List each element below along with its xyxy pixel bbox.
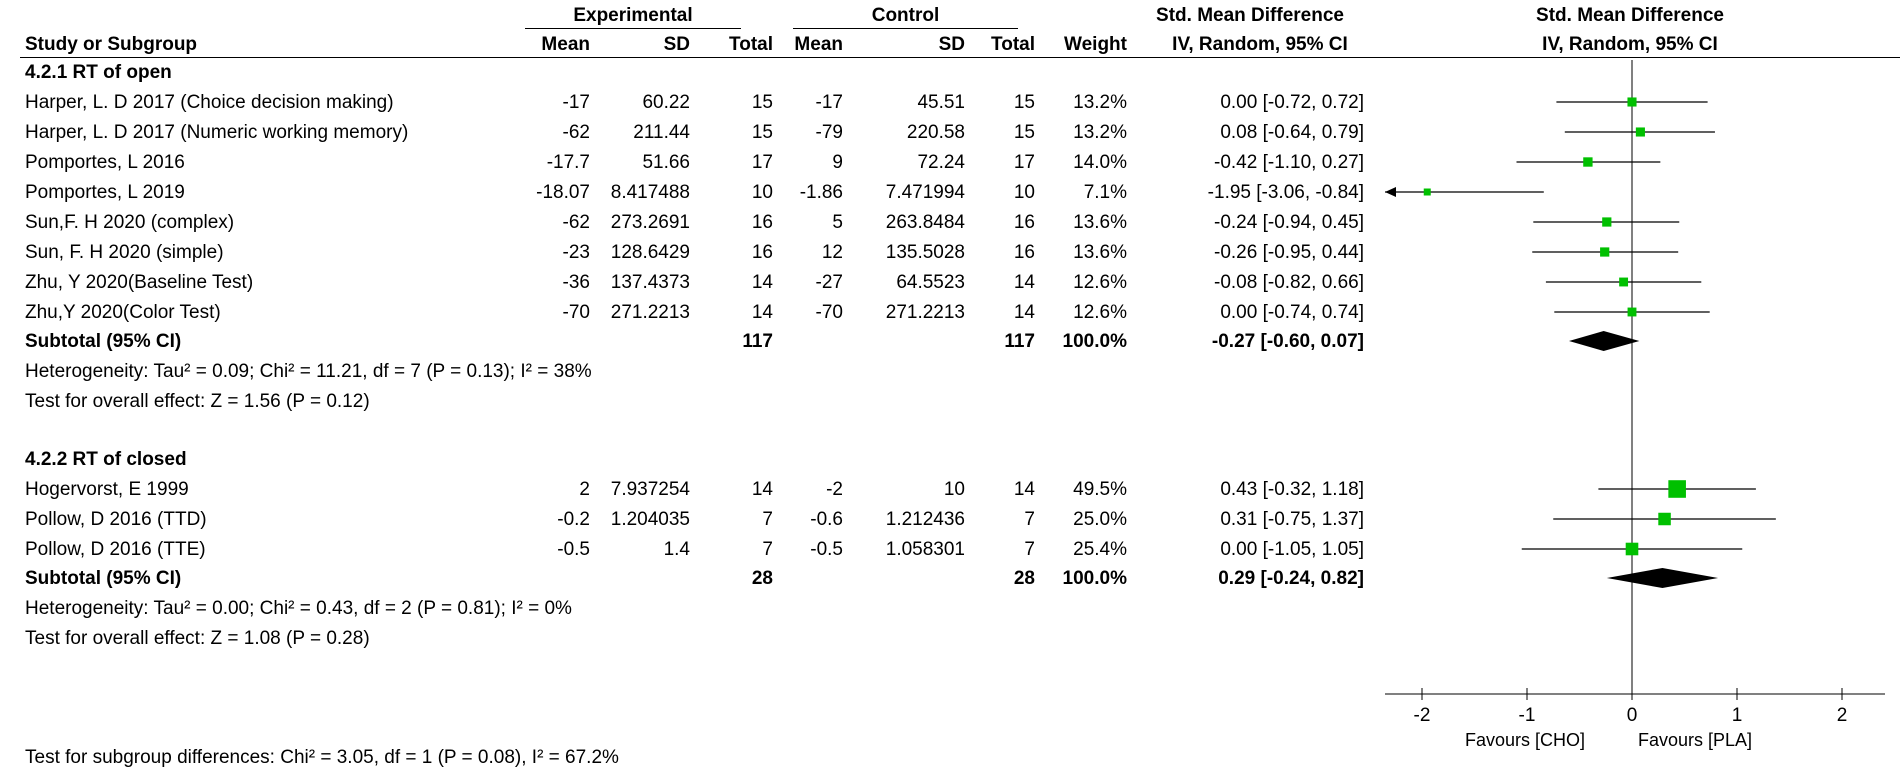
mean-control: -79 [815, 122, 843, 143]
mean-experimental: -23 [562, 242, 590, 263]
mean-control: -0.6 [810, 509, 843, 530]
study-name: Pollow, D 2016 (TTE) [25, 539, 206, 560]
total-experimental: 17 [751, 152, 773, 173]
header-weight: Weight [1064, 34, 1127, 55]
mean-control: -17 [815, 92, 843, 113]
subtotal-total-c: 117 [1004, 331, 1035, 352]
total-control: 17 [1013, 152, 1035, 173]
mean-experimental: -18.07 [536, 182, 590, 203]
total-experimental: 14 [751, 272, 773, 293]
sd-control: 7.471994 [885, 182, 965, 203]
header-experimental: Experimental [573, 5, 693, 26]
weight-value: 13.2% [1073, 92, 1127, 113]
header-total-c: Total [991, 34, 1035, 55]
weight-value: 12.6% [1073, 302, 1127, 323]
total-control: 7 [1024, 539, 1035, 560]
heterogeneity-text: Heterogeneity: Tau² = 0.00; Chi² = 0.43, df = 2 (P = 0.81); I² = 0% [25, 598, 572, 619]
total-experimental: 7 [762, 539, 773, 560]
mean-experimental: -62 [562, 212, 590, 233]
group-title: 4.2.2 RT of closed [25, 449, 187, 470]
total-experimental: 7 [762, 509, 773, 530]
sd-experimental: 273.2691 [610, 212, 690, 233]
ci-left-arrow [1385, 187, 1396, 197]
study-name: Pollow, D 2016 (TTD) [25, 509, 207, 530]
effect-marker [1600, 247, 1609, 256]
effect-marker [1628, 308, 1637, 317]
sd-control: 45.51 [917, 92, 965, 113]
total-control: 14 [1013, 272, 1035, 293]
mean-experimental: -17.7 [546, 152, 590, 173]
weight-value: 25.0% [1073, 509, 1127, 530]
overall-effect-text: Test for overall effect: Z = 1.56 (P = 0.12) [25, 391, 370, 412]
effect-marker [1424, 189, 1431, 196]
header-total-e: Total [729, 34, 773, 55]
study-name: Zhu, Y 2020(Baseline Test) [25, 272, 254, 293]
study-name: Hogervorst, E 1999 [25, 479, 189, 500]
subtotal-ci: -0.27 [-0.60, 0.07] [1211, 331, 1364, 352]
mean-experimental: -17 [562, 92, 590, 113]
total-experimental: 15 [751, 92, 773, 113]
effect-marker [1602, 217, 1611, 226]
smd-ci-value: 0.00 [-0.72, 0.72] [1220, 92, 1364, 113]
sd-experimental: 60.22 [642, 92, 690, 113]
mean-control: -0.5 [810, 539, 843, 560]
sd-control: 271.2213 [885, 302, 965, 323]
effect-marker [1627, 97, 1636, 106]
mean-experimental: -62 [562, 122, 590, 143]
sd-experimental: 51.66 [642, 152, 690, 173]
header-smd-plot: Std. Mean Difference [1536, 5, 1724, 26]
mean-control: -70 [815, 302, 843, 323]
smd-ci-value: -0.24 [-0.94, 0.45] [1214, 212, 1364, 233]
subtotal-total-c: 28 [1013, 568, 1035, 589]
header-sd-c: SD [938, 34, 965, 55]
header-smd-table: Std. Mean Difference [1156, 5, 1344, 26]
weight-value: 7.1% [1083, 182, 1127, 203]
subtotal-label: Subtotal (95% CI) [25, 331, 182, 352]
sd-control: 1.212436 [885, 509, 965, 530]
sd-experimental: 1.204035 [610, 509, 690, 530]
total-control: 15 [1013, 92, 1035, 113]
header-mean-e: Mean [541, 34, 590, 55]
smd-ci-value: 0.00 [-1.05, 1.05] [1220, 539, 1364, 560]
smd-ci-value: -0.26 [-0.95, 0.44] [1214, 242, 1364, 263]
weight-value: 49.5% [1073, 479, 1127, 500]
study-name: Pomportes, L 2016 [25, 152, 185, 173]
study-name: Zhu,Y 2020(Color Test) [25, 302, 221, 323]
sd-control: 72.24 [917, 152, 965, 173]
smd-ci-value: 0.08 [-0.64, 0.79] [1220, 122, 1364, 143]
sd-control: 135.5028 [885, 242, 965, 263]
total-control: 14 [1013, 479, 1035, 500]
total-experimental: 10 [751, 182, 773, 203]
smd-ci-value: 0.31 [-0.75, 1.37] [1220, 509, 1364, 530]
subtotal-weight: 100.0% [1062, 568, 1127, 589]
mean-experimental: -36 [562, 272, 590, 293]
favours-left-label: Favours [CHO] [1465, 730, 1586, 750]
mean-control: -1.86 [799, 182, 843, 203]
header-method-table: IV, Random, 95% CI [1172, 34, 1348, 55]
header-study: Study or Subgroup [25, 34, 198, 55]
heterogeneity-text: Heterogeneity: Tau² = 0.09; Chi² = 11.21, df = 7 (P = 0.13); I² = 38% [25, 361, 592, 382]
smd-ci-value: -1.95 [-3.06, -0.84] [1207, 182, 1364, 203]
x-tick-label: 1 [1731, 705, 1743, 726]
subtotal-diamond [1607, 568, 1718, 588]
sd-experimental: 137.4373 [610, 272, 690, 293]
subtotal-label: Subtotal (95% CI) [25, 568, 182, 589]
effect-marker [1668, 480, 1686, 498]
smd-ci-value: -0.42 [-1.10, 0.27] [1214, 152, 1364, 173]
overall-effect-text: Test for overall effect: Z = 1.08 (P = 0.28) [25, 628, 370, 649]
mean-control: -2 [826, 479, 843, 500]
sd-experimental: 8.417488 [610, 182, 690, 203]
total-control: 15 [1013, 122, 1035, 143]
group-title: 4.2.1 RT of open [25, 62, 172, 83]
effect-marker [1583, 157, 1592, 166]
subtotal-weight: 100.0% [1062, 331, 1127, 352]
sd-control: 263.8484 [885, 212, 965, 233]
effect-marker [1619, 278, 1628, 287]
sd-control: 220.58 [906, 122, 965, 143]
study-name: Sun, F. H 2020 (simple) [25, 242, 224, 263]
mean-control: 12 [821, 242, 843, 263]
weight-value: 13.6% [1073, 212, 1127, 233]
total-experimental: 16 [751, 242, 773, 263]
sd-experimental: 271.2213 [610, 302, 690, 323]
subgroup-differences-text: Test for subgroup differences: Chi² = 3.05, df = 1 (P = 0.08), I² = 67.2% [25, 747, 619, 768]
sd-experimental: 128.6429 [610, 242, 690, 263]
total-experimental: 15 [751, 122, 773, 143]
sd-experimental: 1.4 [663, 539, 690, 560]
effect-marker [1626, 543, 1639, 556]
effect-marker [1658, 513, 1671, 526]
total-control: 10 [1013, 182, 1035, 203]
smd-ci-value: 0.00 [-0.74, 0.74] [1220, 302, 1364, 323]
header-method-plot: IV, Random, 95% CI [1542, 34, 1718, 55]
mean-experimental: -70 [562, 302, 590, 323]
study-name: Sun,F. H 2020 (complex) [25, 212, 235, 233]
smd-ci-value: 0.43 [-0.32, 1.18] [1220, 479, 1364, 500]
total-experimental: 14 [751, 302, 773, 323]
weight-value: 25.4% [1073, 539, 1127, 560]
mean-experimental: 2 [579, 479, 590, 500]
mean-control: 5 [832, 212, 843, 233]
weight-value: 13.6% [1073, 242, 1127, 263]
total-experimental: 14 [751, 479, 773, 500]
weight-value: 12.6% [1073, 272, 1127, 293]
x-tick-label: -1 [1518, 705, 1536, 726]
header-control: Control [871, 5, 940, 26]
favours-right-label: Favours [PLA] [1638, 730, 1753, 750]
total-control: 16 [1013, 212, 1035, 233]
weight-value: 14.0% [1073, 152, 1127, 173]
header-sd-e: SD [663, 34, 690, 55]
smd-ci-value: -0.08 [-0.82, 0.66] [1214, 272, 1364, 293]
subtotal-total-e: 117 [742, 331, 773, 352]
effect-marker [1636, 127, 1645, 136]
weight-value: 13.2% [1073, 122, 1127, 143]
total-experimental: 16 [751, 212, 773, 233]
header-mean-c: Mean [794, 34, 843, 55]
sd-control: 64.5523 [896, 272, 965, 293]
total-control: 14 [1013, 302, 1035, 323]
mean-experimental: -0.5 [557, 539, 590, 560]
x-tick-label: 2 [1836, 705, 1848, 726]
subtotal-diamond [1569, 331, 1639, 351]
sd-control: 10 [943, 479, 965, 500]
mean-experimental: -0.2 [557, 509, 590, 530]
study-name: Harper, L. D 2017 (Choice decision making) [25, 92, 394, 113]
mean-control: 9 [832, 152, 843, 173]
x-tick-label: -2 [1413, 705, 1431, 726]
mean-control: -27 [815, 272, 843, 293]
x-tick-label: 0 [1626, 705, 1638, 726]
subtotal-total-e: 28 [751, 568, 773, 589]
sd-experimental: 211.44 [633, 122, 690, 143]
subtotal-ci: 0.29 [-0.24, 0.82] [1218, 568, 1364, 589]
study-name: Pomportes, L 2019 [25, 182, 185, 203]
sd-experimental: 7.937254 [610, 479, 690, 500]
total-control: 16 [1013, 242, 1035, 263]
sd-control: 1.058301 [885, 539, 965, 560]
total-control: 7 [1024, 509, 1035, 530]
study-name: Harper, L. D 2017 (Numeric working memory) [25, 122, 409, 143]
